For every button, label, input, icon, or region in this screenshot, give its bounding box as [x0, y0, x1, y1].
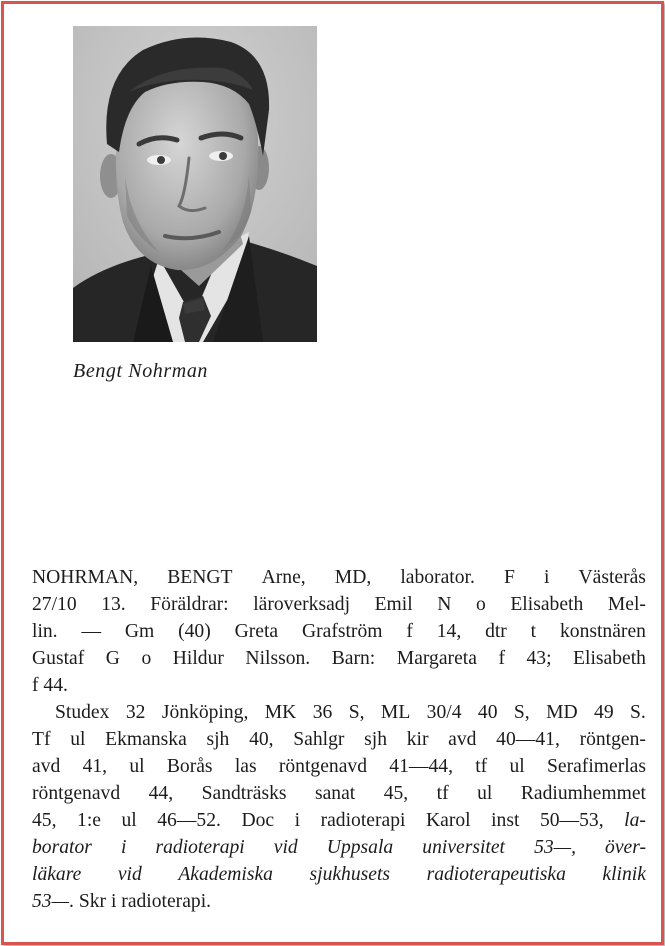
word: S, [513, 702, 530, 723]
word: dtr [485, 621, 507, 642]
text-line [32, 888, 646, 915]
word: ML [380, 702, 411, 723]
text-line [32, 672, 646, 699]
word: 27/10 [32, 594, 77, 615]
word: f [498, 648, 505, 669]
word: Nilsson. [245, 648, 311, 669]
word: . Skr i radioterapi. [69, 891, 212, 912]
word: 41, [82, 756, 108, 777]
word: Barn: [331, 648, 376, 669]
text-line [32, 780, 646, 807]
word: röntgenavd [32, 783, 121, 804]
word: 40, [249, 729, 274, 750]
word: 45, [32, 810, 57, 831]
word: Borås [166, 756, 213, 777]
text-line [32, 834, 646, 861]
word: o [141, 648, 152, 669]
word: tf [436, 783, 449, 804]
word: F [503, 567, 515, 588]
word: 13. [101, 594, 126, 615]
word: sjh [206, 729, 230, 750]
word: läkare [32, 864, 82, 885]
word: f [406, 621, 413, 642]
word: Hildur [172, 648, 224, 669]
word: Akademiska [178, 864, 273, 885]
word: universitet [422, 837, 505, 858]
word: 45, [383, 783, 409, 804]
word: röntgen- [579, 729, 646, 750]
word: Mel- [607, 594, 646, 615]
word: Arne, [261, 567, 306, 588]
word: NOHRMAN, [32, 567, 139, 588]
word: 40 [477, 702, 498, 723]
word: konstnären [559, 621, 646, 642]
word: Tf [32, 729, 51, 750]
word: 50—53, [539, 810, 604, 831]
word: Västerås [578, 567, 646, 588]
word: Studex [55, 702, 110, 723]
word: i [543, 567, 550, 588]
word: Sandträsks [201, 783, 287, 804]
word: Gm [124, 621, 155, 642]
word: f 44. [32, 675, 68, 696]
word: avd [448, 729, 477, 750]
word: S. [630, 702, 646, 723]
text-line [32, 645, 646, 672]
word: las [234, 756, 257, 777]
word: sjukhusets [309, 864, 391, 885]
word: kir [406, 729, 429, 750]
text-line [32, 753, 646, 780]
word: sjh [364, 729, 387, 750]
word: ul [509, 756, 525, 777]
word: MK [264, 702, 297, 723]
word: Uppsala [326, 837, 394, 858]
word: 14, [436, 621, 462, 642]
portrait-photo [73, 26, 317, 342]
word: över- [605, 837, 646, 858]
word: inst [491, 810, 520, 831]
word: Elisabeth [573, 648, 646, 669]
word: Föräldrar: [150, 594, 229, 615]
text-line [32, 726, 646, 753]
word: klinik [602, 864, 646, 885]
word: 43; [526, 648, 552, 669]
word: Radiumhemmet [520, 783, 646, 804]
word: 44, [148, 783, 174, 804]
word: Greta [234, 621, 279, 642]
word: vid [273, 837, 298, 858]
word: radioterapi [155, 837, 245, 858]
biography-text [32, 564, 646, 915]
word: 40—41, [496, 729, 560, 750]
word: (40) [178, 621, 211, 642]
word: borator [32, 837, 92, 858]
text-line [32, 618, 646, 645]
word: 53—, [534, 837, 576, 858]
word: ul [70, 729, 86, 750]
word: MD [546, 702, 578, 723]
word: läroverksadj [253, 594, 351, 615]
word: 53— [32, 891, 70, 912]
word: Doc [241, 810, 275, 831]
word: sanat [314, 783, 356, 804]
word: i [120, 837, 127, 858]
word: i [294, 810, 301, 831]
text-line [32, 807, 646, 834]
word: 30/4 [426, 702, 462, 723]
word: ul [477, 783, 493, 804]
photo-caption: Bengt Nohrman [73, 360, 209, 382]
word: Grafström [301, 621, 383, 642]
word: lin. [32, 621, 58, 642]
word: röntgenavd [278, 756, 368, 777]
word: MD, [334, 567, 372, 588]
word: S, [348, 702, 365, 723]
text-line [32, 861, 646, 888]
word: laborator. [400, 567, 475, 588]
word: Jönköping, [161, 702, 249, 723]
portrait-illustration [73, 26, 317, 342]
word: 46—52. [157, 810, 221, 831]
word: vid [117, 864, 142, 885]
word: BENGT [167, 567, 233, 588]
word: tf [475, 756, 488, 777]
word: 41—44, [389, 756, 453, 777]
word: 32 [125, 702, 146, 723]
word: Elisabeth [510, 594, 584, 615]
word: t [530, 621, 537, 642]
word: Sahlgr [293, 729, 345, 750]
word: Karol [425, 810, 471, 831]
word: 49 [594, 702, 614, 723]
word: — [81, 621, 102, 642]
text-line [32, 564, 646, 591]
word: radioterapi [320, 810, 406, 831]
word: radioterapeutiska [426, 864, 566, 885]
word: ul [129, 756, 145, 777]
word: 1:e [77, 810, 101, 831]
word: N [437, 594, 452, 615]
text-line [32, 699, 646, 726]
word: Emil [374, 594, 413, 615]
text-line [32, 591, 646, 618]
word: Gustaf [32, 648, 85, 669]
word: Ekmanska [105, 729, 187, 750]
word: Serafimerlas [546, 756, 646, 777]
word: o [475, 594, 486, 615]
word: ul [121, 810, 137, 831]
word: la- [624, 810, 646, 831]
word: G [105, 648, 120, 669]
word: 36 [312, 702, 333, 723]
word: avd [32, 756, 61, 777]
word: Margareta [396, 648, 477, 669]
